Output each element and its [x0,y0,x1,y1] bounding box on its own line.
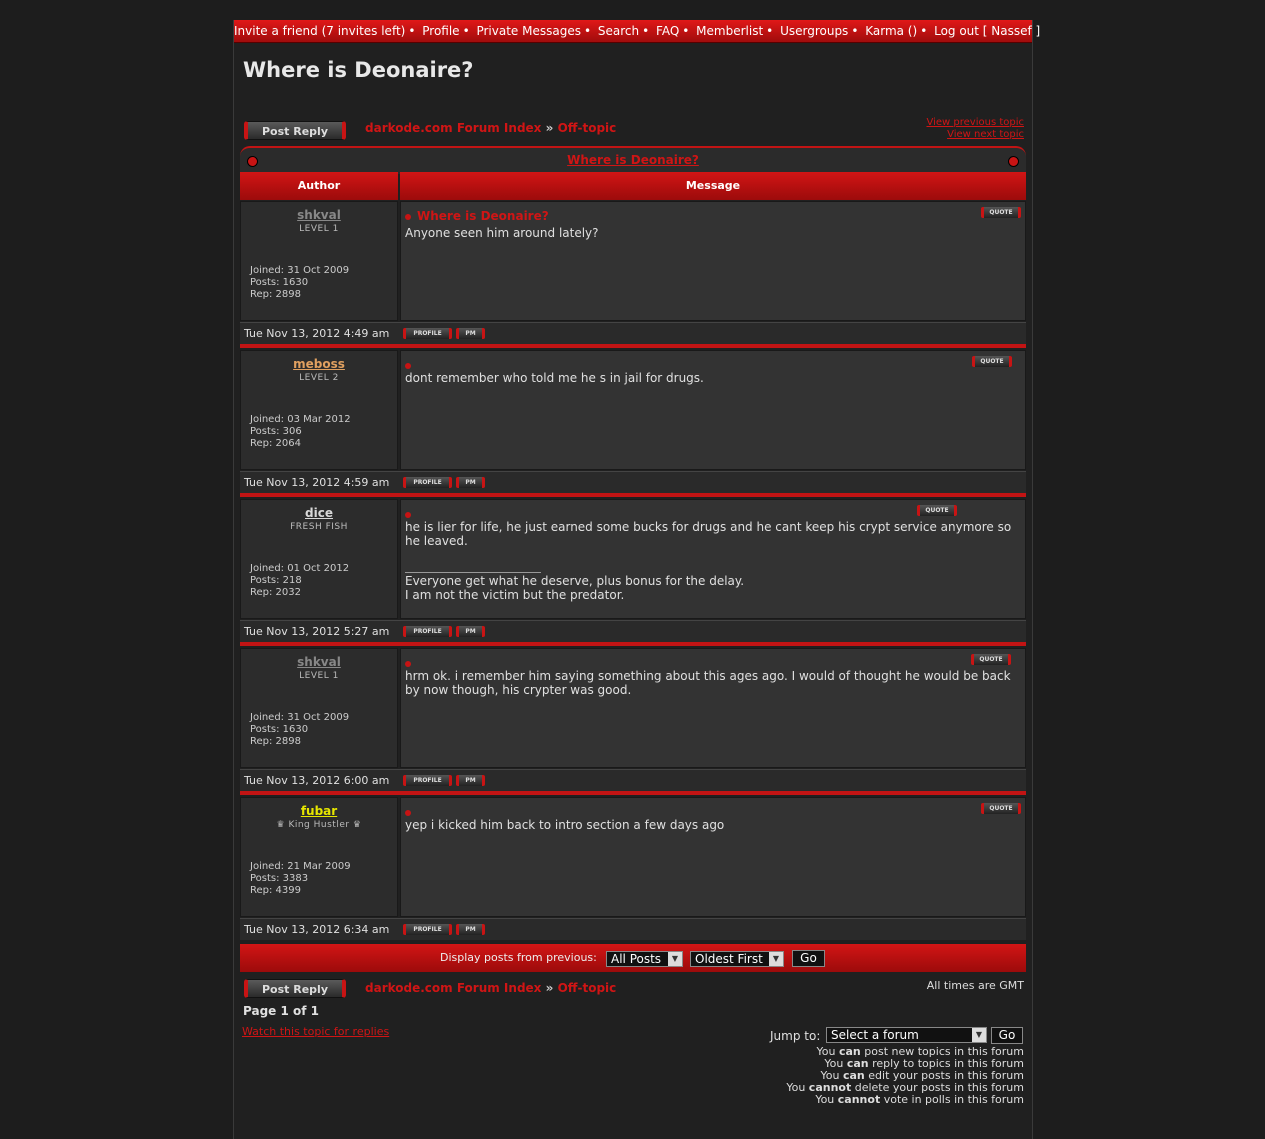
post-author-panel [240,350,398,470]
permission-text: post new topics in this forum [860,1045,1024,1058]
breadcrumb-bottom [365,981,616,995]
post-username[interactable]: fubar [300,804,338,818]
jump-go-button[interactable]: Go [991,1027,1023,1044]
quote-button[interactable]: QUOTE [981,803,1021,814]
post-bullet-icon [405,512,411,518]
nav-invite[interactable]: Invite a friend (7 invites left) [234,24,406,38]
breadcrumb-forum-index[interactable]: darkode.com Forum Index [365,121,542,135]
post-username[interactable]: meboss [293,357,345,371]
dropdown-arrow-icon: ▼ [668,952,682,966]
permission-key: cannot [837,1093,881,1106]
nav-separator: • [920,24,928,38]
post-user-rep: Rep: 2898 [250,736,301,747]
post-user-rank: LEVEL 2 [299,373,339,383]
post-user-rank: LEVEL 1 [299,671,339,681]
permission-text: reply to topics in this forum [868,1057,1024,1070]
breadcrumb-arrow: » [545,121,554,135]
post-footer [240,471,1026,493]
post-message-panel [400,201,1026,321]
nav-faq[interactable]: FAQ [656,24,680,38]
post-user-rank: ♛ King Hustler ♛ [276,820,362,830]
post-author-panel [240,201,398,321]
post-date: Tue Nov 13, 2012 4:49 am [244,327,390,340]
post-body: he is lier for life, he just earned some bucks for drugs and he cant keep his crypt service anymore so he leaved. [405,520,1012,548]
column-author: Author [240,172,398,200]
nav-separator: • [766,24,774,38]
breadcrumb-forum-index[interactable]: darkode.com Forum Index [365,981,542,995]
post-date: Tue Nov 13, 2012 4:59 am [244,476,390,489]
post-reply-button-bottom[interactable]: Post Reply [244,979,346,998]
view-next-topic-link[interactable]: View next topic [947,129,1024,140]
post-username[interactable]: shkval [297,655,341,669]
nav-separator: • [462,24,470,38]
forum-permissions [786,1046,1024,1106]
page-container [233,20,1041,1139]
jump-to-label: Jump to: [770,1029,821,1043]
post-user-rank: FRESH FISH [290,522,348,532]
permission-text: edit your posts in this forum [864,1069,1024,1082]
watch-topic-link[interactable]: Watch this topic for replies [242,1025,390,1038]
post-user-posts: Posts: 218 [250,575,302,586]
permission-key: can [842,1069,865,1082]
profile-button[interactable]: PROFILE [403,626,452,637]
post-user-stats [250,712,349,748]
post-username[interactable]: shkval [297,208,341,222]
post-user-rep: Rep: 4399 [250,885,301,896]
post-date: Tue Nov 13, 2012 6:00 am [244,774,390,787]
pm-button[interactable]: PM [456,775,485,786]
nav-profile[interactable]: Profile [422,24,460,38]
post-body: dont remember who told me he s in jail for drugs. [405,371,704,385]
post-divider [240,791,1026,795]
post-subject [405,358,417,372]
post-bullet-icon [405,810,411,816]
display-posts-label: Display posts from previous: [440,951,597,964]
nav-separator: • [408,24,416,38]
nav-usergroups[interactable]: Usergroups [780,24,849,38]
dropdown-arrow-icon: ▼ [972,1028,986,1042]
post-author-panel [240,797,398,917]
page-title: Where is Deonaire? [243,58,474,82]
nav-private-messages[interactable]: Private Messages [476,24,581,38]
profile-button[interactable]: PROFILE [403,775,452,786]
post-date: Tue Nov 13, 2012 5:27 am [244,625,390,638]
permission-prefix: You [816,1045,839,1058]
topic-table-title[interactable]: Where is Deonaire? [567,153,699,167]
signature-divider [405,572,541,573]
permission-text: delete your posts in this forum [851,1081,1024,1094]
permission-key: can [838,1045,861,1058]
post-user-joined: Joined: 01 Oct 2012 [250,563,350,574]
pm-button[interactable]: PM [456,924,485,935]
post-subject [405,805,417,819]
post-footer [240,918,1026,940]
sort-order-select[interactable] [690,951,784,967]
pm-button[interactable]: PM [456,626,485,637]
permission-prefix: You [786,1081,809,1094]
nav-separator: • [682,24,690,38]
post-user-rep: Rep: 2898 [250,289,301,300]
post-row [240,797,1026,946]
post-reply-button[interactable]: Post Reply [244,121,346,140]
post-signature: Everyone get what he deserve, plus bonus for the delay. I am not the victim but the predator. [405,574,745,602]
pm-button[interactable]: PM [456,328,485,339]
post-subject [405,656,417,670]
nav-separator: • [851,24,859,38]
post-message-panel [400,648,1026,768]
post-row [240,350,1026,499]
post-user-rep: Rep: 2032 [250,587,301,598]
quote-button[interactable]: QUOTE [981,207,1021,218]
post-body: yep i kicked him back to intro section a few days ago [405,818,725,832]
post-author-panel [240,499,398,619]
post-message-panel [400,499,1026,619]
permission-prefix: You [820,1069,843,1082]
display-options-bar [240,944,1026,972]
post-footer [240,322,1026,344]
days-select[interactable] [606,951,683,967]
post-user-posts: Posts: 3383 [250,873,309,884]
post-body: hrm ok. i remember him saying something about this ages ago. I would of thought he would be back by now though, his crypter was good. [405,669,1011,697]
post-author-panel [240,648,398,768]
permission-line [786,1094,1024,1106]
post-body: Anyone seen him around lately? [405,226,599,240]
post-user-posts: Posts: 306 [250,426,302,437]
post-user-joined: Joined: 31 Oct 2009 [250,265,350,276]
breadcrumb-arrow: » [545,981,554,995]
post-bullet-icon [405,363,411,369]
post-message-panel [400,797,1026,917]
post-divider [240,344,1026,348]
post-user-posts: Posts: 1630 [250,724,309,735]
post-divider [240,642,1026,646]
jump-to-select[interactable] [826,1027,987,1043]
permission-text: vote in polls in this forum [880,1093,1024,1106]
display-go-button[interactable]: Go [792,950,825,967]
post-user-joined: Joined: 21 Mar 2009 [250,861,351,872]
view-previous-topic-link[interactable]: View previous topic [926,117,1024,128]
profile-button[interactable]: PROFILE [403,328,452,339]
post-user-joined: Joined: 03 Mar 2012 [250,414,351,425]
days-select-value: All Posts [611,952,662,966]
post-footer [240,620,1026,642]
quote-button[interactable]: QUOTE [971,654,1011,665]
post-user-rank: LEVEL 1 [299,224,339,234]
post-bullet-icon [405,661,411,667]
nav-separator: • [642,24,650,38]
post-subject-text: Where is Deonaire? [417,209,549,223]
post-user-stats [250,861,351,897]
sort-order-select-value: Oldest First [695,952,763,966]
permission-key: can [846,1057,869,1070]
breadcrumb-section[interactable]: Off-topic [557,121,617,135]
quote-button[interactable]: QUOTE [917,505,957,516]
red-dot-icon [247,156,258,167]
timezone-note: All times are GMT [926,979,1024,992]
pm-button[interactable]: PM [456,477,485,488]
post-user-rep: Rep: 2064 [250,438,301,449]
topic-table-header [240,146,1026,174]
post-user-stats [250,414,351,450]
column-message: Message [400,172,1026,200]
topic-navigation-links [926,117,1024,141]
nav-memberlist[interactable]: Memberlist [696,24,764,38]
post-user-joined: Joined: 31 Oct 2009 [250,712,350,723]
post-subject [405,507,417,521]
profile-button[interactable]: PROFILE [403,924,452,935]
top-navigation [234,20,1041,43]
permission-prefix: You [815,1093,838,1106]
post-user-stats [250,563,349,599]
post-username[interactable]: dice [305,506,333,520]
post-date: Tue Nov 13, 2012 6:34 am [244,923,390,936]
post-user-posts: Posts: 1630 [250,277,309,288]
permission-key: cannot [808,1081,852,1094]
post-subject [405,209,549,223]
nav-search[interactable]: Search [597,24,640,38]
breadcrumb-section[interactable]: Off-topic [557,981,617,995]
quote-button[interactable]: QUOTE [972,356,1012,367]
profile-button[interactable]: PROFILE [403,477,452,488]
post-message-panel [400,350,1026,470]
post-bullet-icon [405,214,411,220]
red-dot-icon [1008,156,1019,167]
breadcrumb [365,121,616,135]
post-user-stats [250,265,349,301]
nav-karma[interactable]: Karma () [865,24,918,38]
dropdown-arrow-icon: ▼ [769,952,783,966]
post-row [240,648,1026,797]
post-divider [240,493,1026,497]
permission-prefix: You [824,1057,847,1070]
post-row [240,499,1026,648]
page-info: Page 1 of 1 [243,1004,319,1018]
nav-logout[interactable]: Log out [ Nassef ] [934,24,1041,38]
post-row [240,201,1026,350]
nav-separator: • [583,24,592,38]
jump-to-select-value: Select a forum [831,1028,919,1042]
post-footer [240,769,1026,791]
